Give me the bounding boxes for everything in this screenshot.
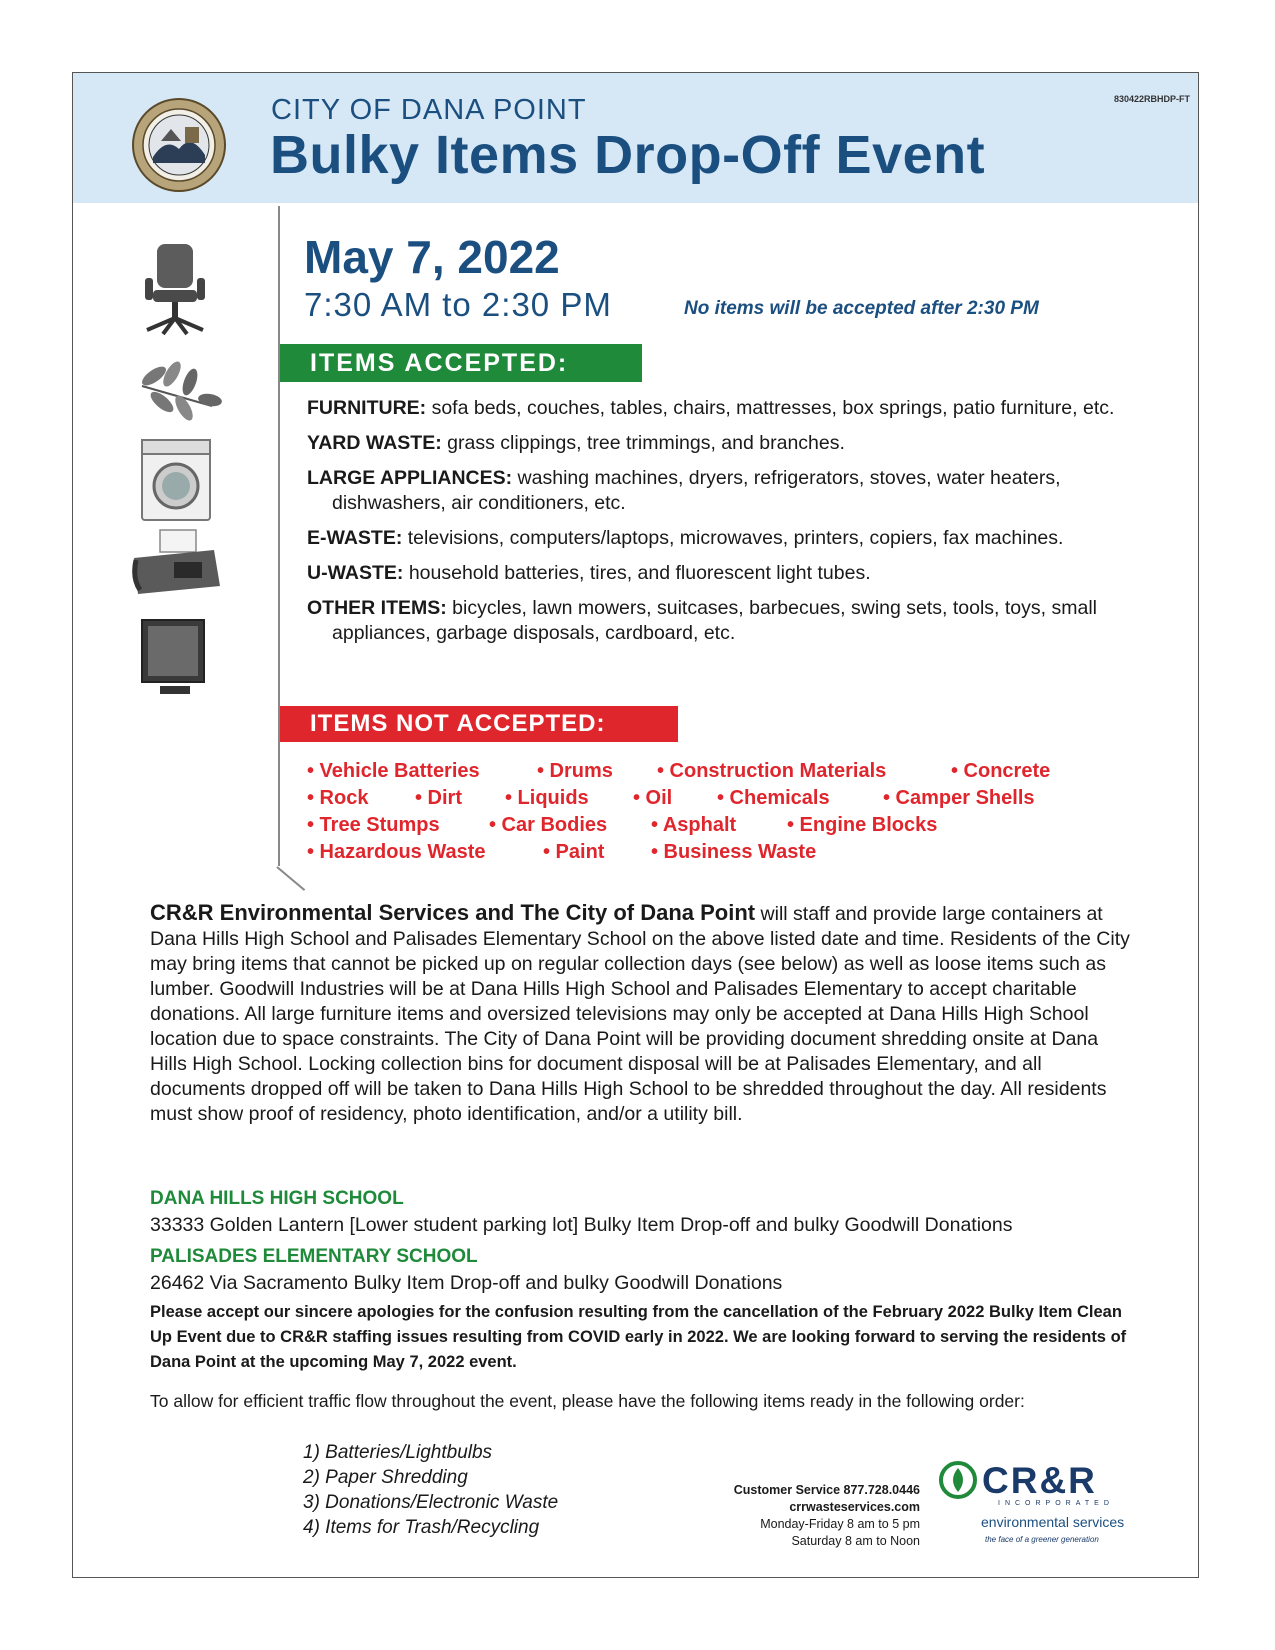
crr-leaf-icon [938, 1460, 978, 1500]
list-item [307, 466, 1127, 516]
list-item: 3) Donations/Electronic Waste [303, 1492, 559, 1513]
not-accepted-item: • Dirt [415, 787, 463, 809]
description-text: will staff and provide large containers at Dana Hills High School and Palisades Elementary School on the above listed date and time. Residents of the City may bring items that cannot be picked up on regular collection days (see below) as well as loose items such as lumber. Goodwill Industries will be at Dana Hills High School and Palisades Elementary to accept charitable donations. All large furniture items and oversized televisions may only be accepted at Dana Hills High School location due to space constraints. The City of Dana Point will be providing document shredding onsite at Dana Hills High School. Locking collection bins for document disposal will be at Palisades Elementary, and all documents dropped off will be taken to Dana Hills High School to be shredded throughout the day. All residents must show proof of residency, photo identification, and/or a utility bill. [150, 903, 1130, 1125]
not-accepted-item: • Engine Blocks [787, 814, 938, 836]
not-accepted-item: • Drums [537, 760, 613, 782]
divider-line [278, 206, 280, 866]
page-title: Bulky Items Drop-Off Event [270, 125, 986, 185]
television-icon [140, 618, 206, 700]
not-accepted-item: • Oil [633, 787, 673, 809]
not-accepted-item: • Car Bodies [489, 814, 608, 836]
items-not-accepted-heading: ITEMS NOT ACCEPTED: [310, 710, 606, 737]
order-list [303, 1440, 558, 1540]
not-accepted-item: • Camper Shells [883, 787, 1035, 809]
items-accepted-heading: ITEMS ACCEPTED: [310, 349, 569, 377]
item-examples: bicycles, lawn mowers, suitcases, barbecues, swing sets, tools, toys, small appliances, garbage disposals, cardboard, etc. [332, 597, 1097, 644]
not-accepted-row [307, 839, 1127, 866]
item-examples: televisions, computers/laptops, microwaves, printers, copiers, fax machines. [402, 527, 1064, 549]
item-examples: washing machines, dryers, refrigerators, stoves, water heaters, dishwashers, air conditioners, etc. [332, 467, 1061, 514]
not-accepted-item: • Concrete [951, 760, 1051, 782]
item-category: LARGE APPLIANCES: [307, 467, 513, 489]
website-link[interactable]: crrwasteservices.com [789, 1500, 920, 1514]
office-chair-icon [135, 238, 215, 338]
not-accepted-item: • Rock [307, 787, 369, 809]
not-accepted-item: • Liquids [505, 787, 589, 809]
city-seal-icon [131, 97, 227, 193]
not-accepted-item: • Hazardous Waste [307, 841, 486, 863]
list-item: 4) Items for Trash/Recycling [303, 1517, 540, 1538]
apology-note: Please accept our sincere apologies for the confusion resulting from the cancellation of the February 2022 Bulky Item Clean Up Event due to CR&R staffing issues resulting from COVID early in 2022. We are looking forward to serving the residents of Dana Point at the upcoming May 7, 2022 event. [150, 1303, 1127, 1371]
list-item [307, 526, 1127, 551]
list-item [307, 431, 1127, 456]
crr-logo-tagline: the face of a greener generation [985, 1535, 1099, 1544]
time-note: No items will be accepted after 2:30 PM [684, 298, 1039, 319]
item-category: U-WASTE: [307, 562, 404, 584]
not-accepted-item: • Asphalt [651, 814, 737, 836]
not-accepted-item: • Construction Materials [657, 760, 887, 782]
customer-service-phone: Customer Service 877.728.0446 [733, 1483, 920, 1497]
crr-logo-subtitle: environmental services [981, 1514, 1125, 1530]
not-accepted-item: • Paint [543, 841, 605, 863]
event-time: 7:30 AM to 2:30 PM [304, 286, 612, 323]
event-description [150, 900, 1135, 1127]
not-accepted-row [307, 812, 1127, 839]
items-not-accepted-banner [280, 706, 678, 742]
item-examples: sofa beds, couches, tables, chairs, mattresses, box springs, patio furniture, etc. [426, 397, 1115, 419]
accepted-list [307, 396, 1127, 656]
item-examples: grass clippings, tree trimmings, and branches. [441, 432, 845, 454]
not-accepted-list [307, 758, 1127, 866]
event-date: May 7, 2022 [304, 231, 560, 283]
list-item [307, 396, 1127, 421]
not-accepted-item: • Chemicals [717, 787, 830, 809]
not-accepted-item: • Business Waste [651, 841, 817, 863]
washing-machine-icon [140, 438, 212, 522]
not-accepted-item: • Tree Stumps [307, 814, 440, 836]
location-heading: DANA HILLS HIGH SCHOOL [150, 1188, 404, 1209]
list-item [307, 561, 1127, 586]
crr-logo-inc: INCORPORATED [998, 1500, 1114, 1507]
crr-logo-text: CR&R [982, 1460, 1097, 1501]
list-item [307, 596, 1127, 646]
item-category: YARD WASTE: [307, 432, 442, 454]
location-heading: PALISADES ELEMENTARY SCHOOL [150, 1246, 478, 1267]
hours-saturday: Saturday 8 am to Noon [791, 1534, 920, 1548]
fax-machine-icon [130, 528, 222, 598]
not-accepted-row [307, 758, 1127, 785]
item-category: E-WASTE: [307, 527, 403, 549]
items-accepted-banner [280, 344, 642, 382]
contact-info [734, 1482, 920, 1550]
location-address: 33333 Golden Lantern [Lower student parking lot] Bulky Item Drop-off and bulky Goodwill Donations [150, 1214, 1013, 1236]
document-code: 830422RBHDP-FT [1113, 94, 1190, 104]
item-category: FURNITURE: [307, 397, 427, 419]
item-examples: household batteries, tires, and fluorescent light tubes. [403, 562, 871, 584]
hours-weekday: Monday-Friday 8 am to 5 pm [760, 1517, 920, 1531]
city-name: CITY OF DANA POINT [271, 94, 587, 126]
list-item: 2) Paper Shredding [303, 1467, 468, 1488]
not-accepted-item: • Vehicle Batteries [307, 760, 480, 782]
item-category: OTHER ITEMS: [307, 597, 447, 619]
not-accepted-row [307, 785, 1127, 812]
description-lead: CR&R Environmental Services and The City of Dana Point [150, 900, 756, 925]
list-item: 1) Batteries/Lightbulbs [303, 1442, 493, 1463]
leaves-icon [132, 346, 222, 426]
traffic-note: To allow for efficient traffic flow throughout the event, please have the following items ready in the following order: [150, 1391, 1025, 1411]
location-address: 26462 Via Sacramento Bulky Item Drop-off and bulky Goodwill Donations [150, 1272, 783, 1294]
